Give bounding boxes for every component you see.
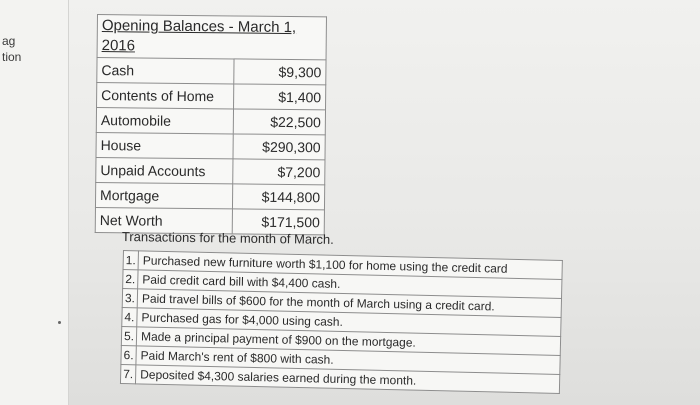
row-label: Automobile [96,108,233,134]
row-amount: $290,300 [233,134,325,160]
transactions-table [120,250,563,394]
item-number: 1. [123,251,138,270]
item-text: Made a principal payment of $900 on the mortgage. [136,327,560,356]
sidebar-label[interactable]: tion [2,50,22,64]
table-row [96,132,325,159]
row-amount: $7,200 [233,159,325,185]
row-amount: $171,500 [232,209,324,235]
opening-balances-table [95,14,327,235]
row-label: Unpaid Accounts [96,157,233,183]
item-text: Paid credit card bill with $4,400 cash. [138,270,562,299]
balances-title: Opening Balances - March 1, 2016 [97,15,326,60]
row-amount: $9,300 [234,59,326,85]
table-row [95,182,324,209]
table-row [96,108,325,135]
table-row [97,83,326,110]
bullet-dot [58,321,61,324]
item-number: 7. [120,364,135,383]
item-number: 5. [121,326,136,345]
item-text: Purchased new furniture worth $1,100 for home using the credit card [138,251,562,280]
table-row [97,58,326,85]
item-number: 4. [122,307,137,326]
table-row [96,157,325,184]
row-label: Mortgage [95,182,232,208]
item-text: Paid travel bills of $600 for the month of March using a credit card. [137,289,561,318]
item-number: 6. [121,345,136,364]
item-text: Deposited $4,300 salaries earned during the month. [135,365,559,394]
row-amount: $144,800 [232,184,324,210]
row-amount: $1,400 [234,84,326,110]
item-text: Purchased gas for $4,000 using cash. [137,308,561,337]
item-text: Paid March's rent of $800 with cash. [136,346,560,375]
row-label: Net Worth [95,207,232,233]
row-label: Contents of Home [97,83,234,109]
item-number: 3. [122,289,137,308]
sidebar [0,0,69,405]
row-amount: $22,500 [233,109,325,135]
row-label: Cash [97,58,234,84]
row-label: House [96,132,233,158]
item-number: 2. [123,270,138,289]
sidebar-label[interactable]: ag [2,34,16,48]
transactions-title: Transactions for the month of March. [121,229,334,247]
